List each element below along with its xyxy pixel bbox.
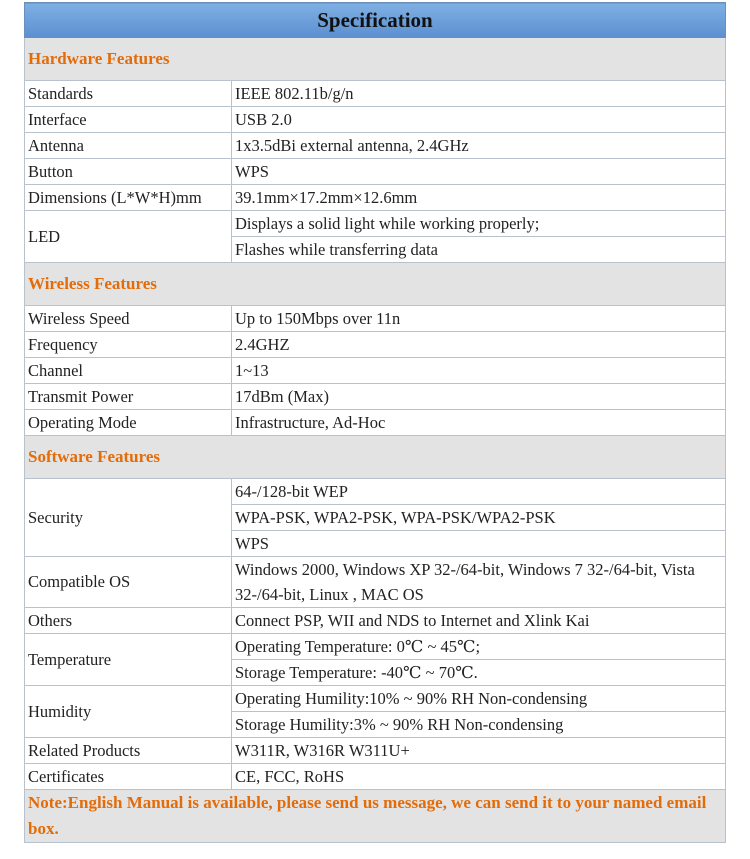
spec-value: 64-/128-bit WEP bbox=[232, 479, 726, 505]
spec-value: WPA-PSK, WPA2-PSK, WPA-PSK/WPA2-PSK bbox=[232, 505, 726, 531]
specification-table bbox=[24, 2, 726, 843]
spec-value: Flashes while transferring data bbox=[232, 237, 726, 263]
table-row bbox=[25, 332, 726, 358]
section-row bbox=[25, 38, 726, 81]
spec-value: WPS bbox=[232, 159, 726, 185]
spec-value: Infrastructure, Ad-Hoc bbox=[232, 410, 726, 436]
spec-label: Dimensions (L*W*H)mm bbox=[25, 185, 232, 211]
spec-value: USB 2.0 bbox=[232, 107, 726, 133]
spec-label: Compatible OS bbox=[25, 557, 232, 608]
spec-value: 17dBm (Max) bbox=[232, 384, 726, 410]
table-row bbox=[25, 211, 726, 237]
spec-value: WPS bbox=[232, 531, 726, 557]
table-row bbox=[25, 107, 726, 133]
table-row bbox=[25, 306, 726, 332]
table-row bbox=[25, 686, 726, 712]
spec-value: W311R, W316R W311U+ bbox=[232, 738, 726, 764]
spec-value: Storage Humility:3% ~ 90% RH Non-condensing bbox=[232, 712, 726, 738]
table-row bbox=[25, 358, 726, 384]
spec-label: Channel bbox=[25, 358, 232, 384]
spec-label: Others bbox=[25, 608, 232, 634]
spec-label: LED bbox=[25, 211, 232, 263]
table-row bbox=[25, 185, 726, 211]
table-row bbox=[25, 608, 726, 634]
section-row bbox=[25, 436, 726, 479]
table-row bbox=[25, 738, 726, 764]
spec-value: Storage Temperature: -40℃ ~ 70℃. bbox=[232, 660, 726, 686]
spec-value: Operating Humility:10% ~ 90% RH Non-condensing bbox=[232, 686, 726, 712]
spec-label: Transmit Power bbox=[25, 384, 232, 410]
spec-label: Certificates bbox=[25, 764, 232, 790]
spec-value: Operating Temperature: 0℃ ~ 45℃; bbox=[232, 634, 726, 660]
spec-value: Windows 2000, Windows XP 32-/64-bit, Windows 7 32-/64-bit, Vista 32-/64-bit, Linux , MAC OS bbox=[232, 557, 726, 608]
section-hardware-heading: Hardware Features bbox=[25, 38, 726, 81]
spec-label: Interface bbox=[25, 107, 232, 133]
spec-label: Related Products bbox=[25, 738, 232, 764]
table-row bbox=[25, 81, 726, 107]
spec-label: Antenna bbox=[25, 133, 232, 159]
spec-label: Temperature bbox=[25, 634, 232, 686]
table-title: Specification bbox=[25, 3, 726, 38]
section-software-heading: Software Features bbox=[25, 436, 726, 479]
spec-label: Standards bbox=[25, 81, 232, 107]
spec-value: 1x3.5dBi external antenna, 2.4GHz bbox=[232, 133, 726, 159]
spec-label: Operating Mode bbox=[25, 410, 232, 436]
spec-value: 2.4GHZ bbox=[232, 332, 726, 358]
spec-label: Frequency bbox=[25, 332, 232, 358]
table-row bbox=[25, 557, 726, 608]
table-row bbox=[25, 384, 726, 410]
spec-value: IEEE 802.11b/g/n bbox=[232, 81, 726, 107]
spec-label: Wireless Speed bbox=[25, 306, 232, 332]
spec-value: 39.1mm×17.2mm×12.6mm bbox=[232, 185, 726, 211]
note-text: Note:English Manual is available, please send us message, we can send it to your named email box. bbox=[25, 790, 726, 843]
section-row bbox=[25, 263, 726, 306]
table-row bbox=[25, 479, 726, 505]
note-row bbox=[25, 790, 726, 843]
table-row bbox=[25, 410, 726, 436]
table-row bbox=[25, 764, 726, 790]
title-row bbox=[25, 3, 726, 38]
spec-value: Displays a solid light while working properly; bbox=[232, 211, 726, 237]
spec-label: Button bbox=[25, 159, 232, 185]
spec-label: Security bbox=[25, 479, 232, 557]
spec-value: Up to 150Mbps over 11n bbox=[232, 306, 726, 332]
spec-value: Connect PSP, WII and NDS to Internet and Xlink Kai bbox=[232, 608, 726, 634]
spec-label: Humidity bbox=[25, 686, 232, 738]
spec-value: CE, FCC, RoHS bbox=[232, 764, 726, 790]
table-row bbox=[25, 634, 726, 660]
section-wireless-heading: Wireless Features bbox=[25, 263, 726, 306]
table-row bbox=[25, 159, 726, 185]
table-row bbox=[25, 133, 726, 159]
spec-value: 1~13 bbox=[232, 358, 726, 384]
